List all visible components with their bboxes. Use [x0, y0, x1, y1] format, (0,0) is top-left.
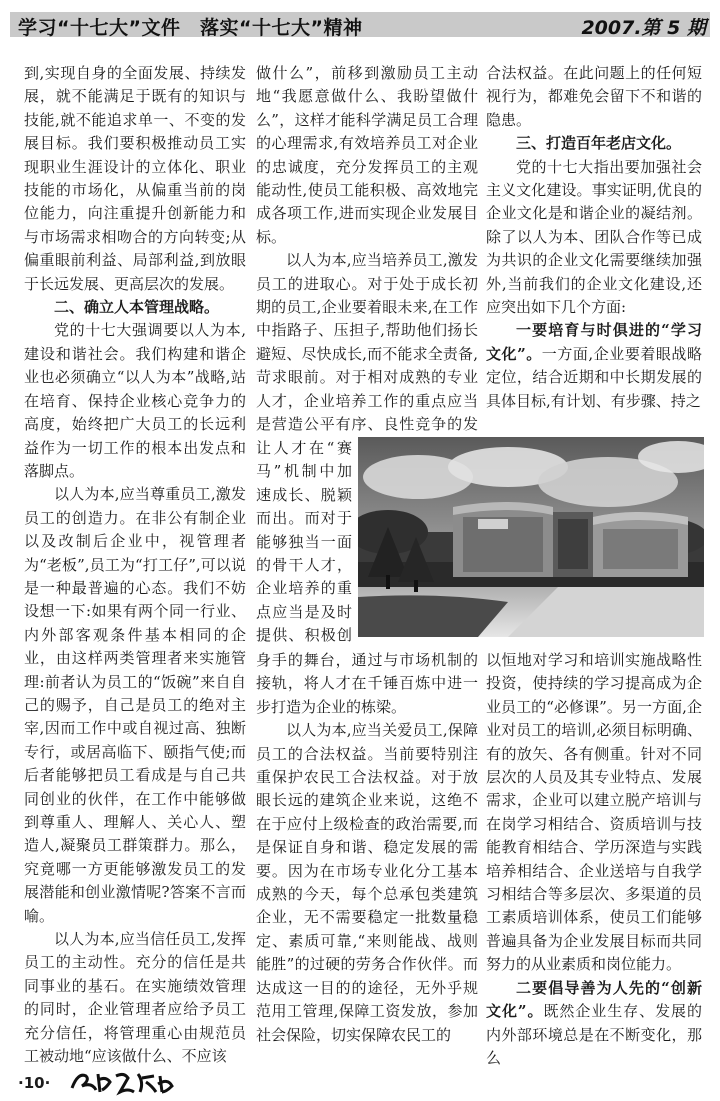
- paragraph: 以人为本,应当信任员工,发挥员工的主动性。充分的信任是共同事业的基石。在实施绩效管理的同时，企业管理者应给予员工充分信任，将管理重心由规范员工被动地“应该做什么、不应该: [24, 930, 246, 1066]
- article-column-2-wrap: [256, 437, 352, 649]
- paragraph: 以人为本,应当尊重员工,激发员工的创造力。在非公有制企业以及改制后企业中，视管理者为“老板”,员工为“打工仔”,可以说是一种最普遍的心态。我们不妨设想一下:如果有两个同一行业、内外部客观条件基本相同的企业，由这样两类管理者来实施管理:前者认为员工的“饭碗”来自自己的赐予，自己是员工的绝对主宰,因而工作中或自视过高、独断专行，或居高临下、颐指气使;而后者能够把员工看成是与自己共同创业的伙伴，在工作中能够做到尊重人、理解人、关心人、塑造人,凝聚员工群策群力。那么，究竟哪一方更能够激发员工的发展潜能和创业激情呢?答案不言而喻。: [24, 485, 246, 925]
- paragraph: 以人为本,应当培养员工,激发员工的进取心。对于处于成长初期的员工,企业要着眼未来,在工作中指路子、压担子,帮助他们扬长避短、尽快成长,而不能求全责备,苛求眼前。对于相对成熟的专业人才，企业培养工作的重点应当是营造公平有序、良性竞争的发: [256, 251, 478, 434]
- magazine-logo: [68, 1068, 178, 1098]
- header-title: 学习“十七大”文件 落实“十七大”精神: [18, 17, 363, 39]
- paragraph: 以恒地对学习和培训实施战略性投资，使持续的学习提高成为企业员工的“必修课”。另一方面,企业对员工的培训,必须目标明确、有的放矢、各有侧重。针对不同层次的人员及其专业特点、发展需求，企业可以建立脱产培训与在岗学习相结合、资质培训与技能教育相结合、学历深造与实践培养相结合、企业送培与自我学习相结合等多层次、多渠道的员工素质培训体系，使员工们能够普遍具备为企业发展目标而共同努力的从业素质和岗位能力。: [486, 651, 702, 974]
- paragraph: 合法权益。在此问题上的任何短视行为，都难免会留下不和谐的隐患。: [486, 64, 702, 129]
- paragraph: 党的十七大强调要以人为本,建设和谐社会。我们构建和谐企业也必须确立“以人为本”战略,站在培育、保持企业核心竞争力的高度，始终把广大员工的长远利益作为一切工作的根本出发点和落脚点。: [24, 321, 246, 480]
- article-column-2-top: [256, 62, 478, 437]
- paragraph: 身手的舞台，通过与市场机制的接轨，将人才在千锤百炼中进一步打造为企业的栋梁。: [256, 651, 478, 716]
- paragraph: 到,实现自身的全面发展、持续发展，就不能满足于既有的知识与技能,就不能追求单一、不变的发展目标。我们要积极推动员工实现职业生涯设计的立体化、职业技能的市场化，从偏重当前的岗位能力，向注重提升创新能力和与市场需求相吻合的方向转变;从偏重眼前利益、局部利益,到放眼于长远发展、更高层次的发展。: [24, 64, 246, 293]
- paragraph-lead: 二要倡导善为人先的“创新文化”。: [486, 978, 702, 1021]
- page-footer: [0, 1068, 720, 1101]
- paragraph-text: 一方面,企业要着眼战略定位，结合近期和中长期发展的具体目标,有计划、有步骤、持之: [486, 344, 702, 410]
- paragraph: [486, 977, 702, 1071]
- paragraph-text: 既然企业生存、发展的内外部环境总是在不断变化，那么: [486, 1002, 702, 1067]
- article-column-3-bottom: [486, 649, 702, 1079]
- article-column-2-bottom: [256, 649, 478, 1079]
- section-heading-3: 三、打造百年老店文化。: [516, 134, 682, 153]
- page-number: ·10·: [18, 1074, 51, 1092]
- paragraph: [486, 319, 702, 413]
- building-photo: [358, 437, 704, 637]
- paragraph: 让人才在“赛马”机制中加速成长、脱颖而出。而对于能够独当一面的骨干人才，企业培养的重点应当是及时提供、积极创: [256, 439, 352, 645]
- section-heading-2: 二、确立人本管理战略。: [54, 298, 220, 317]
- paragraph: 做什么”，前移到激励员工主动地“我愿意做什么、我盼望做什么”，这样才能科学满足员工合理的心理需求,有效培养员工对企业的忠诚度，充分发挥员工的主观能动性,使员工能积极、高效地完成各项工作,进而实现企业发展目标。: [256, 64, 478, 246]
- paragraph: 以人为本,应当关爱员工,保障员工的合法权益。当前要特别注重保护农民工合法权益。对于放眼长远的建筑企业来说，这绝不在于应付上级检查的政治需要,而是保证自身和谐、稳定发展的需要。因为在市场专业化分工基本成熟的今天，每个总承包类建筑企业，无不需要稳定一批数量稳定、素质可靠,“来则能战、战则能胜”的过硬的劳务合作伙伴。而达成这一目的的途径，无外乎规范用工管理,保障工资发放，参加社会保险，切实保障农民工的: [256, 721, 478, 1044]
- article-column-1: [24, 62, 246, 1082]
- page-header: [0, 0, 720, 46]
- paragraph: 党的十七大指出要加强社会主义文化建设。事实证明,优良的企业文化是和谐企业的凝结剂。除了以人为本、团队合作等已成为共识的企业文化需要继续加强外,当前我们的企业文化建设,还应突出如下几个方面:: [486, 157, 702, 317]
- issue-label: 2007.第 5 期: [581, 17, 706, 39]
- paragraph-lead: 一要培育与时俱进的“学习文化”。: [486, 321, 702, 363]
- article-column-3-top: [486, 62, 702, 437]
